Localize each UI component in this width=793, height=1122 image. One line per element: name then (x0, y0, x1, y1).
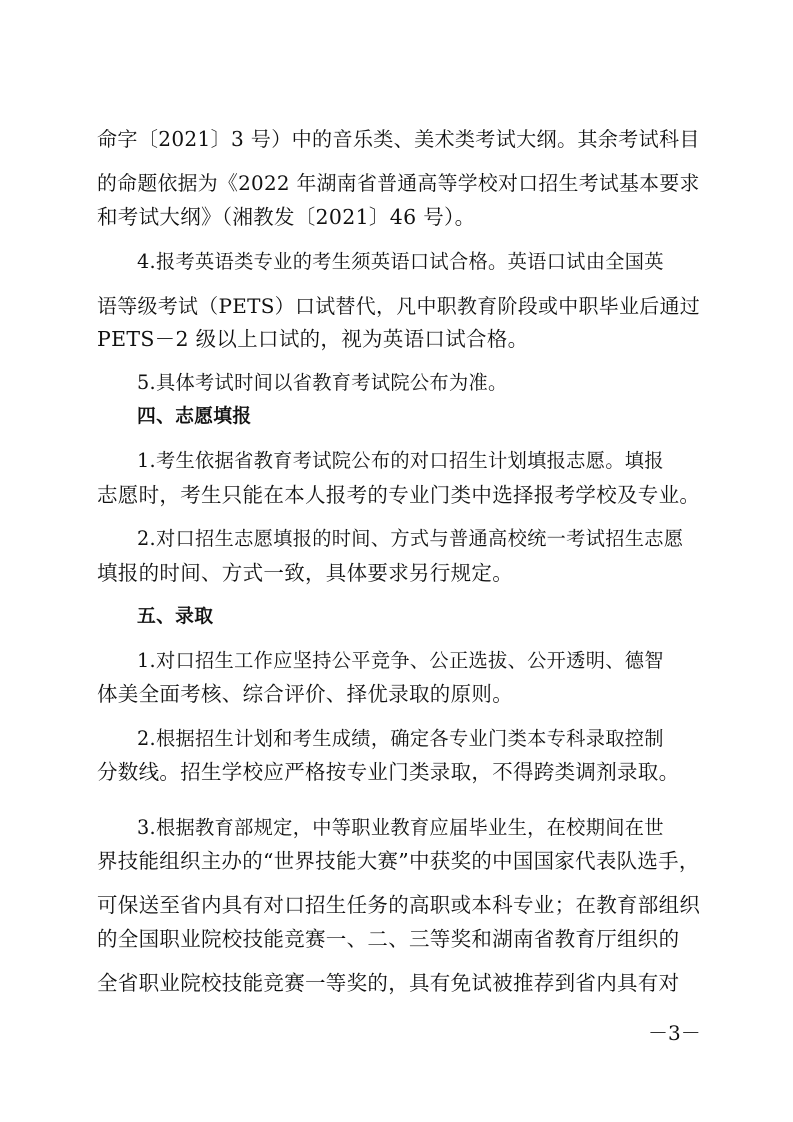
text-line: 语等级考试（PETS）口试替代，凡中职教育阶段或中职毕业后通过 (97, 294, 700, 318)
text-line: 的全国职业院校技能竞赛一、二、三等奖和湖南省教育厅组织的 (97, 927, 680, 951)
text-line: 分数线。招生学校应严格按专业门类录取，不得跨类调剂录取。 (97, 760, 680, 784)
text-line: PETS－2 级以上口试的，视为英语口试合格。 (97, 327, 529, 351)
text-line: 全省职业院校技能竞赛一等奖的，具有免试被推荐到省内具有对 (97, 971, 680, 995)
text-line: 5.具体考试时间以省教育考试院公布为准。 (137, 371, 508, 394)
text-line: 志愿时，考生只能在本人报考的专业门类中选择报考学校及专业。 (97, 483, 701, 507)
page-number: －3－ (648, 1021, 701, 1045)
text-line: 2.根据招生计划和考生成绩，确定各专业门类本专科录取控制 (137, 727, 664, 750)
text-line: 体美全面考核、综合评价、择优录取的原则。 (97, 682, 513, 706)
text-line: 3.根据教育部规定，中等职业教育应届毕业生，在校期间在世 (137, 816, 664, 839)
section-heading: 五、录取 (137, 606, 214, 627)
text-line: 4.报考英语类专业的考生须英语口试合格。英语口试由全国英 (137, 250, 664, 273)
text-line: 命字〔2021〕3 号）中的音乐类、美术类考试大纲。其余考试科目 (97, 127, 700, 151)
text-line: 的命题依据为《2022 年湖南省普通高等学校对口招生考试基本要求 (97, 172, 700, 195)
section-heading: 四、志愿填报 (137, 406, 252, 427)
text-line: 填报的时间、方式一致，具体要求另行规定。 (97, 561, 513, 585)
text-line: 界技能组织主办的“世界技能大赛”中获奖的中国国家代表队选手， (97, 849, 700, 873)
text-line: 和考试大纲》（湘教发〔2021〕46 号）。 (97, 205, 476, 229)
text-line: 1.对口招生工作应坚持公平竞争、公正选拔、公开透明、德智 (137, 649, 664, 672)
text-line: 可保送至省内具有对口招生任务的高职或本科专业；在教育部组织 (97, 893, 701, 917)
text-line: 1.考生依据省教育考试院公布的对口招生计划填报志愿。填报 (137, 449, 664, 472)
text-line: 2.对口招生志愿填报的时间、方式与普通高校统一考试招生志愿 (137, 527, 684, 550)
